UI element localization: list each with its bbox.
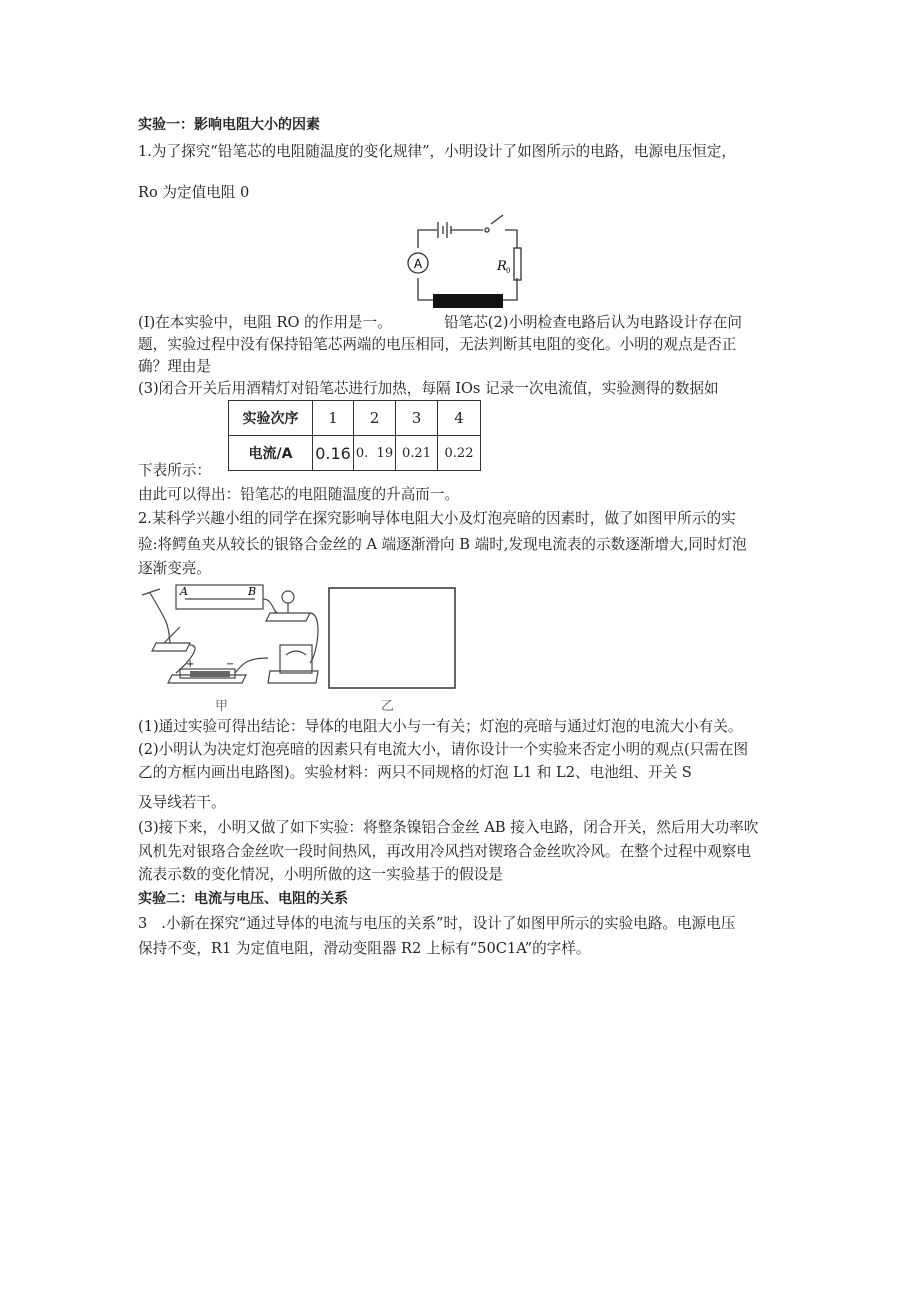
q3-line: 保持不变，R1 为定值电阻，滑动变阻器 R2 上标有“50C1A”的字样。: [138, 940, 591, 957]
q2-line: 2.某科学兴趣小组的同学在探究影响导体电阻大小及灯泡亮暗的因素时，做了如图甲所示的实: [138, 510, 736, 527]
table-cell: 0.16: [313, 436, 354, 471]
section-title-2: 实验二：电流与电压、电阻的关系: [138, 891, 348, 907]
experiment-apparatus-figure: [138, 583, 468, 693]
q1-conclusion: 由此可以得出：铅笔芯的电阻随温度的升高而一。: [138, 486, 460, 503]
q2-part1: (1)通过实验可得出结论：导体的电阻大小与一有关；灯泡的亮暗与通过灯泡的电流大小有关。: [138, 718, 743, 735]
table-header-cell: 3: [396, 401, 438, 436]
table-row: [229, 401, 481, 436]
table-cell: 0. 19: [354, 436, 396, 471]
positive-terminal-label: +: [186, 659, 195, 670]
q1-part3: (3)闭合开关后用酒精灯对铅笔芯进行加热，每隔 IOs 记录一次电流值，实验测得的数据如: [138, 380, 719, 397]
wire-end-b-label: B: [248, 585, 257, 598]
q2-line: 乙的方框内画出电路图)。实验材料：两只不同规格的灯泡 L1 和 L2、电池组、开关 S: [138, 764, 692, 781]
q2-line: 验:将鳄鱼夹从较长的银铬合金丝的 A 端逐渐滑向 B 端时,发现电流表的示数逐渐增大,同时灯泡: [138, 536, 747, 553]
q2-line: 及导线若干。: [138, 794, 226, 811]
q1-line: 下表所示：: [138, 462, 211, 479]
section-title-1: 实验一：影响电阻大小的因素: [138, 117, 320, 133]
q2-line: 风机先对银珞合金丝吹一段时间热风，再改用冷风挡对锲珞合金丝吹冷风。在整个过程中观察电: [138, 843, 751, 860]
q1-line: 确？理由是: [138, 358, 211, 375]
q1-line: Ro 为定值电阻 0: [138, 184, 250, 201]
q2-line: 逐渐变亮。: [138, 560, 211, 577]
q1-part1: (I)在本实验中，电阻 RO 的作用是一。: [138, 314, 392, 331]
wire-end-a-label: A: [180, 585, 188, 598]
q1-line: 1.为了探究“铅笔芯的电阻随温度的变化规律”，小明设计了如图所示的电路，电源电压恒定，: [138, 143, 737, 160]
q2-line: 流表示数的变化情况，小明所做的这一实验基于的假设是: [138, 866, 503, 883]
figure-caption-jia: 甲: [215, 699, 229, 714]
negative-terminal-label: −: [226, 659, 235, 670]
answer-box-yi[interactable]: [329, 588, 455, 688]
table-header-cell: 1: [313, 401, 354, 436]
q1-line: 题，实验过程中没有保持铅笔芯两端的电压相同，无法判断其电阻的变化。小明的观点是否正: [138, 336, 737, 353]
table-cell: 电流/A: [229, 436, 313, 471]
table-cell: 0.22: [438, 436, 481, 471]
q2-part3: (3)接下来，小明又做了如下实验：将整条镍铝合金丝 AB 接入电路，闭合开关，然后用大功率吹: [138, 819, 759, 836]
resistor-subscript: 0: [506, 267, 511, 275]
figure-caption-yi: 乙: [381, 699, 395, 714]
table-row: [229, 436, 481, 471]
resistor-label: R: [497, 259, 507, 274]
table-header-cell: 2: [354, 401, 396, 436]
current-data-table: [228, 400, 481, 471]
q3-line: 3 .小新在探究“通过导体的电流与电压的关系”时，设计了如图甲所示的实验电路。电源电压: [138, 915, 736, 932]
table-header-cell: 实验次序: [229, 401, 313, 436]
q2-part2: (2)小明认为决定灯泡亮暗的因素只有电流大小，请你设计一个实验来否定小明的观点(只需在图: [138, 741, 749, 758]
circuit-diagram-1: [405, 212, 525, 312]
q1-part1b: 铅笔芯(2)小明检查电路后认为电路设计存在问: [444, 314, 742, 331]
table-cell: 0.21: [396, 436, 438, 471]
ammeter-label: A: [413, 257, 423, 271]
table-header-cell: 4: [438, 401, 481, 436]
